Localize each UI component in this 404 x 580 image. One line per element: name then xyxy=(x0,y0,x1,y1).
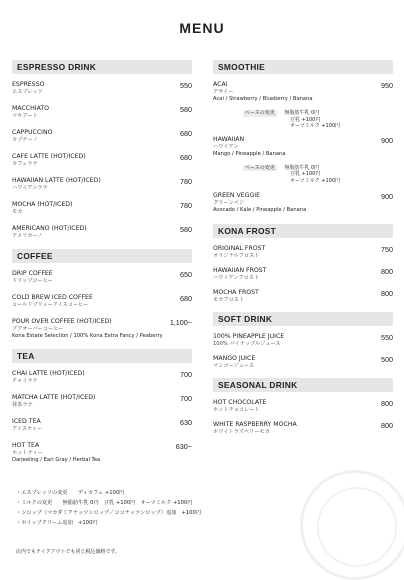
section-heading-espresso: ESPRESSO DRINK xyxy=(12,60,192,74)
coffee-list xyxy=(12,270,192,340)
kona-frost-list xyxy=(213,245,393,304)
item-price: 650 xyxy=(180,270,192,279)
item-price: 630~ xyxy=(175,442,192,451)
menu-item xyxy=(12,318,192,340)
item-name: POUR OVER COFFEE (HOT/ICED) xyxy=(12,318,112,325)
menu-item xyxy=(213,399,393,414)
item-name-ja: アメリカーノ xyxy=(12,233,43,239)
item-name: GREEN VEGGIE xyxy=(213,192,260,199)
item-price: 780 xyxy=(180,177,192,186)
item-price: 550 xyxy=(381,333,393,342)
item-name: ESPRESSO xyxy=(12,81,45,88)
item-name: HOT TEA xyxy=(12,442,40,449)
left-column xyxy=(12,60,192,470)
logo-seal xyxy=(300,470,404,580)
section-heading-seasonal: SEASONAL DRINK xyxy=(213,378,393,392)
item-price: 580 xyxy=(180,105,192,114)
menu-item xyxy=(213,421,393,436)
menu-item xyxy=(213,333,393,348)
menu-item xyxy=(12,177,192,192)
item-price: 800 xyxy=(381,289,393,298)
option-note-line: ・ホイップクリーム追加 +100円 xyxy=(16,520,98,526)
item-name-ja: 抹茶ラテ xyxy=(12,402,33,408)
option-line: 無脂肪牛乳 0円 xyxy=(284,110,320,116)
item-name: CAFE LATTE (HOT/ICED) xyxy=(12,153,86,160)
item-name-ja: モカ xyxy=(12,209,23,215)
menu-item xyxy=(12,370,192,385)
item-name-ja: ハワイアンフロスト xyxy=(213,275,260,281)
option-note-line: ・シロップ（マカダミアナッツシロップ／ココナッツシロップ）追加 +100円 xyxy=(16,510,201,516)
item-name-ja: マンゴージュース xyxy=(213,363,255,369)
section-heading-smoothie: SMOOTHIE xyxy=(213,60,393,74)
menu-item xyxy=(213,355,393,370)
menu-item xyxy=(213,289,393,304)
item-name-ja: 100% パイナップルジュース xyxy=(213,341,281,347)
item-price: 950 xyxy=(381,81,393,90)
item-price: 700 xyxy=(180,370,192,379)
item-name: 100% PINEAPPLE JUICE xyxy=(213,333,285,340)
menu-item xyxy=(12,442,192,464)
menu-item-hawaiian xyxy=(213,136,393,158)
item-name: MACCHIATO xyxy=(12,105,49,112)
option-line: 豆乳 +100円 xyxy=(290,171,321,177)
menu-item xyxy=(12,153,192,168)
item-name-ja: アイスティー xyxy=(12,426,43,432)
option-note-line: ・エスプレッソの変更 ディカフェ +100円 xyxy=(16,490,125,496)
menu-item xyxy=(12,225,192,240)
tea-list xyxy=(12,370,192,464)
item-name-ja: エスプレッソ xyxy=(12,89,43,95)
menu-item xyxy=(12,394,192,409)
item-name-ja: グリーンベジ xyxy=(213,200,245,206)
seasonal-list xyxy=(213,399,393,436)
item-name: ICED TEA xyxy=(12,418,41,425)
item-name: MATCHA LATTE (HOT/ICED) xyxy=(12,394,96,401)
item-name-ja: ホワイトラズベリーモカ xyxy=(213,429,270,435)
item-name: CAPPUCCINO xyxy=(12,129,53,136)
item-name-ja: プアオーバーコーヒー xyxy=(12,326,64,332)
base-change-option xyxy=(243,165,393,185)
item-name: CHAI LATTE (HOT/ICED) xyxy=(12,370,85,377)
item-price: 500 xyxy=(381,355,393,364)
item-note: Avocado / Kale / Pineapple / Banana xyxy=(213,207,307,213)
item-name-ja: コールドブリューアイスコーヒー xyxy=(12,302,89,308)
item-name-ja: マキアート xyxy=(12,113,38,119)
item-price: 800 xyxy=(381,421,393,430)
option-line: オーツミルク +100円 xyxy=(290,123,341,129)
option-line: 無脂肪牛乳 0円 xyxy=(284,164,320,171)
item-price: 800 xyxy=(381,399,393,408)
item-name: MOCHA FROST xyxy=(213,289,259,296)
item-note: Acai / Strawberry / Blueberry / Banana xyxy=(213,96,313,102)
item-price: 900 xyxy=(381,135,393,145)
item-name-ja: チャイラテ xyxy=(12,378,38,384)
item-name-ja: ドリップコーヒー xyxy=(12,278,53,284)
option-line: 豆乳 +100円 xyxy=(290,116,321,123)
item-note: Kona Estate Selection / 100% Kona Extra Fancy / Peaberry xyxy=(12,333,163,339)
item-name: AMERICANO (HOT/ICED) xyxy=(12,225,87,232)
option-note-line: ・ミルクの変更 無脂肪牛乳 0円 豆乳 +100円 オーツミルク +100円 xyxy=(16,500,193,506)
item-name: DRIP COFFEE xyxy=(12,270,53,277)
soft-drink-list xyxy=(213,333,393,370)
item-note: Mango / Pineapple / Banana xyxy=(213,150,286,157)
item-name-ja: カフェラテ xyxy=(12,161,38,167)
menu-item xyxy=(213,245,393,260)
menu-item xyxy=(12,105,192,120)
page-title: MENU xyxy=(179,20,225,36)
menu-item xyxy=(12,201,192,216)
item-name-ja: モカフロスト xyxy=(213,297,245,303)
item-name: HOT CHOCOLATE xyxy=(213,399,267,406)
item-name: HAWAIIAN FROST xyxy=(213,267,267,274)
menu-item xyxy=(12,129,192,144)
option-notes xyxy=(16,488,286,528)
item-name: MOCHA (HOT/ICED) xyxy=(12,201,73,208)
item-price: 680 xyxy=(180,294,192,303)
section-heading-coffee: COFFEE xyxy=(12,249,192,263)
item-name-ja: アサイー xyxy=(213,89,234,95)
item-name: HAWAIIAN LATTE (HOT/ICED) xyxy=(12,177,101,184)
item-name: ACAI xyxy=(213,81,228,88)
item-price: 700 xyxy=(180,394,192,403)
item-name-ja: ホットティー xyxy=(12,450,43,456)
option-line: オーツミルク +100円 xyxy=(290,177,341,184)
item-name: HAWAIIAN xyxy=(213,135,245,143)
menu-item xyxy=(12,294,192,309)
item-name-ja: ハワイアン xyxy=(213,143,239,150)
menu-item xyxy=(213,267,393,282)
item-name: WHITE RASPBERRY MOCHA xyxy=(213,421,297,428)
item-price: 750 xyxy=(381,245,393,254)
price-note: 店内でもテイクアウトでも同じ税込価格です。 xyxy=(16,549,121,555)
espresso-list xyxy=(12,81,192,240)
item-name: ORIGINAL FROST xyxy=(213,245,266,252)
section-heading-tea: TEA xyxy=(12,349,192,363)
menu-item xyxy=(12,270,192,285)
item-price: 550 xyxy=(180,81,192,90)
item-price: 630 xyxy=(180,418,192,427)
item-name-ja: カプチーノ xyxy=(12,137,38,143)
item-name: MANGO JUICE xyxy=(213,355,256,362)
item-name-ja: ホットチョコレート xyxy=(213,407,260,413)
item-price: 900 xyxy=(381,192,393,201)
section-heading-kona-frost: KONA FROST xyxy=(213,224,393,238)
item-name-ja: オリジナルフロスト xyxy=(213,253,260,259)
menu-item-acai xyxy=(213,81,393,103)
option-label: ベースの変更 xyxy=(245,164,275,171)
base-change-option xyxy=(243,110,393,130)
right-column xyxy=(213,60,393,443)
option-label: ベースの変更 xyxy=(245,110,275,116)
item-note: Darjeeling / Earl Gray / Herbal Tea xyxy=(12,457,101,463)
item-price: 800 xyxy=(381,267,393,276)
item-price: 680 xyxy=(180,153,192,162)
menu-item-green-veggie xyxy=(213,192,393,214)
item-price: 1,100~ xyxy=(169,318,192,327)
menu-item xyxy=(12,81,192,96)
menu-item xyxy=(12,418,192,433)
item-price: 680 xyxy=(180,129,192,138)
section-heading-soft-drink: SOFT DRINK xyxy=(213,312,393,326)
item-price: 780 xyxy=(180,201,192,210)
item-name-ja: ハワイアンラテ xyxy=(12,185,48,191)
item-price: 580 xyxy=(180,225,192,234)
item-name: COLD BREW ICED COFFEE xyxy=(12,294,93,301)
